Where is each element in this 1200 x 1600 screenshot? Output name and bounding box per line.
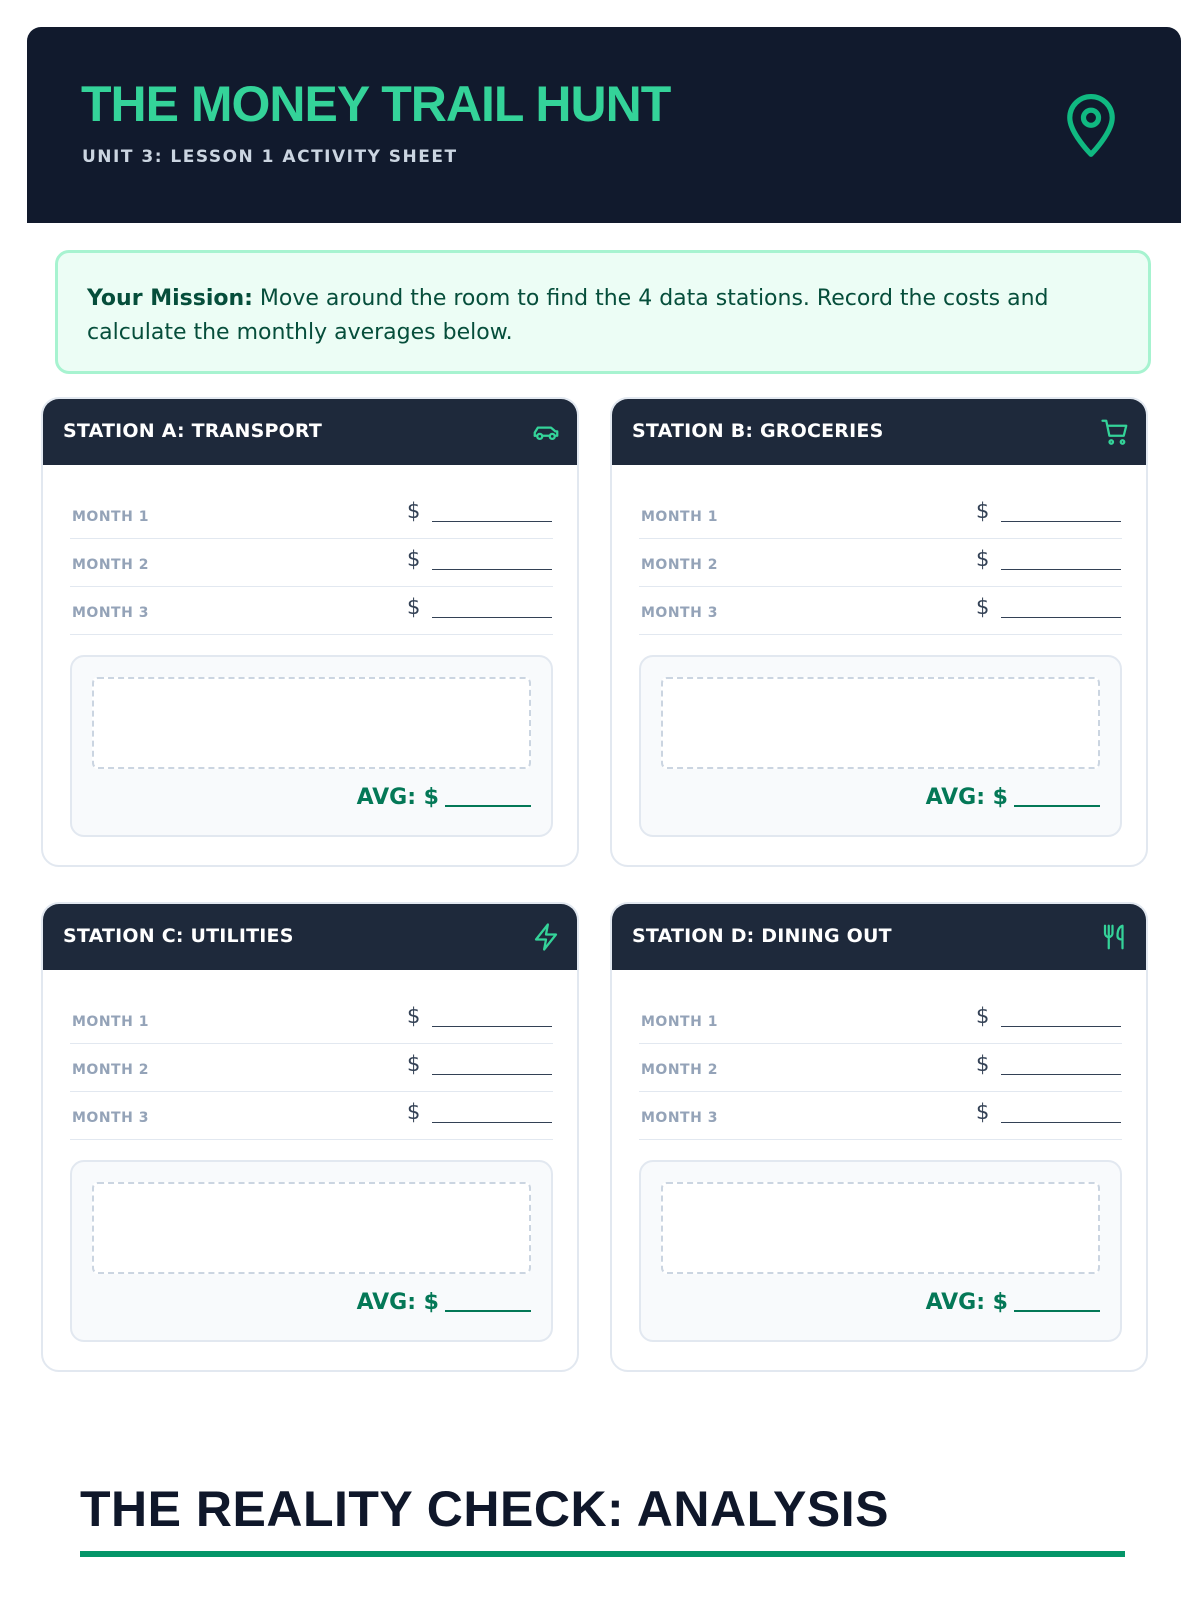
work-space-box[interactable] bbox=[661, 677, 1100, 769]
cost-blank[interactable] bbox=[1001, 1074, 1121, 1075]
month-label: MONTH 2 bbox=[72, 1062, 149, 1078]
average-field[interactable] bbox=[926, 1290, 1100, 1315]
station-header bbox=[612, 904, 1146, 970]
month-label: MONTH 1 bbox=[72, 1014, 149, 1030]
month-label: MONTH 3 bbox=[72, 1110, 149, 1126]
cost-blank[interactable] bbox=[432, 1122, 552, 1123]
currency-symbol: $ bbox=[976, 1004, 990, 1028]
currency-symbol: $ bbox=[407, 1004, 421, 1028]
average-field[interactable] bbox=[357, 785, 531, 810]
station-title: STATION C: UTILITIES bbox=[63, 925, 294, 947]
month-label: MONTH 2 bbox=[641, 557, 718, 573]
month-label: MONTH 2 bbox=[72, 557, 149, 573]
cost-blank[interactable] bbox=[432, 617, 552, 618]
cost-blank[interactable] bbox=[1001, 569, 1121, 570]
month-rows bbox=[70, 996, 553, 1140]
month-row bbox=[70, 539, 553, 587]
mission-box bbox=[55, 250, 1151, 374]
calculation-area bbox=[70, 655, 553, 837]
calculation-area bbox=[70, 1160, 553, 1342]
month-label: MONTH 1 bbox=[641, 509, 718, 525]
station-card-groceries bbox=[610, 397, 1148, 867]
average-field[interactable] bbox=[357, 1290, 531, 1315]
analysis-heading: THE REALITY CHECK: ANALYSIS bbox=[80, 1481, 889, 1537]
month-label: MONTH 1 bbox=[641, 1014, 718, 1030]
month-row bbox=[70, 1044, 553, 1092]
page-subtitle: UNIT 3: LESSON 1 ACTIVITY SHEET bbox=[82, 147, 458, 167]
month-row bbox=[70, 1092, 553, 1140]
average-label: AVG: $ bbox=[356, 1290, 439, 1315]
currency-symbol: $ bbox=[976, 1052, 990, 1076]
currency-symbol: $ bbox=[976, 595, 990, 619]
map-pin-icon bbox=[1062, 93, 1120, 159]
month-row bbox=[70, 491, 553, 539]
station-header bbox=[612, 399, 1146, 465]
heading-underline bbox=[80, 1551, 1125, 1557]
month-row bbox=[639, 491, 1122, 539]
calculation-area bbox=[639, 655, 1122, 837]
mission-label: Your Mission: bbox=[87, 286, 253, 311]
month-row bbox=[70, 996, 553, 1044]
average-field[interactable] bbox=[926, 785, 1100, 810]
shopping-cart-icon bbox=[1100, 417, 1130, 447]
station-title: STATION A: TRANSPORT bbox=[63, 420, 323, 442]
station-card-dining-out bbox=[610, 902, 1148, 1372]
station-title: STATION B: GROCERIES bbox=[632, 420, 884, 442]
currency-symbol: $ bbox=[407, 595, 421, 619]
average-label: AVG: $ bbox=[925, 785, 1008, 810]
currency-symbol: $ bbox=[407, 499, 421, 523]
currency-symbol: $ bbox=[407, 1052, 421, 1076]
lightning-bolt-icon bbox=[531, 922, 561, 952]
month-row bbox=[639, 539, 1122, 587]
month-label: MONTH 3 bbox=[72, 605, 149, 621]
month-rows bbox=[70, 491, 553, 635]
average-label: AVG: $ bbox=[925, 1290, 1008, 1315]
month-label: MONTH 3 bbox=[641, 1110, 718, 1126]
page-header bbox=[27, 27, 1181, 223]
average-blank[interactable] bbox=[445, 805, 531, 807]
mission-text: Move around the room to find the 4 data stations. Record the costs and calculate the monthly averages below. bbox=[87, 286, 1049, 345]
work-space-box[interactable] bbox=[661, 1182, 1100, 1274]
cost-blank[interactable] bbox=[1001, 1122, 1121, 1123]
cost-blank[interactable] bbox=[432, 569, 552, 570]
currency-symbol: $ bbox=[976, 499, 990, 523]
average-label: AVG: $ bbox=[356, 785, 439, 810]
cost-blank[interactable] bbox=[432, 521, 552, 522]
month-rows bbox=[639, 491, 1122, 635]
month-rows bbox=[639, 996, 1122, 1140]
cost-blank[interactable] bbox=[1001, 617, 1121, 618]
month-row bbox=[639, 1044, 1122, 1092]
station-card-transport bbox=[41, 397, 579, 867]
month-label: MONTH 2 bbox=[641, 1062, 718, 1078]
cost-blank[interactable] bbox=[432, 1074, 552, 1075]
month-row bbox=[639, 587, 1122, 635]
month-row bbox=[70, 587, 553, 635]
month-row bbox=[639, 1092, 1122, 1140]
cost-blank[interactable] bbox=[1001, 521, 1121, 522]
calculation-area bbox=[639, 1160, 1122, 1342]
work-space-box[interactable] bbox=[92, 1182, 531, 1274]
average-blank[interactable] bbox=[1014, 1310, 1100, 1312]
station-header bbox=[43, 904, 577, 970]
station-title: STATION D: DINING OUT bbox=[632, 925, 892, 947]
car-icon bbox=[531, 417, 561, 447]
month-label: MONTH 3 bbox=[641, 605, 718, 621]
average-blank[interactable] bbox=[445, 1310, 531, 1312]
average-blank[interactable] bbox=[1014, 805, 1100, 807]
work-space-box[interactable] bbox=[92, 677, 531, 769]
utensils-icon bbox=[1100, 922, 1130, 952]
page-title: THE MONEY TRAIL HUNT bbox=[81, 76, 671, 132]
month-row bbox=[639, 996, 1122, 1044]
currency-symbol: $ bbox=[976, 547, 990, 571]
currency-symbol: $ bbox=[976, 1100, 990, 1124]
station-header bbox=[43, 399, 577, 465]
station-card-utilities bbox=[41, 902, 579, 1372]
currency-symbol: $ bbox=[407, 1100, 421, 1124]
cost-blank[interactable] bbox=[1001, 1026, 1121, 1027]
cost-blank[interactable] bbox=[432, 1026, 552, 1027]
currency-symbol: $ bbox=[407, 547, 421, 571]
month-label: MONTH 1 bbox=[72, 509, 149, 525]
